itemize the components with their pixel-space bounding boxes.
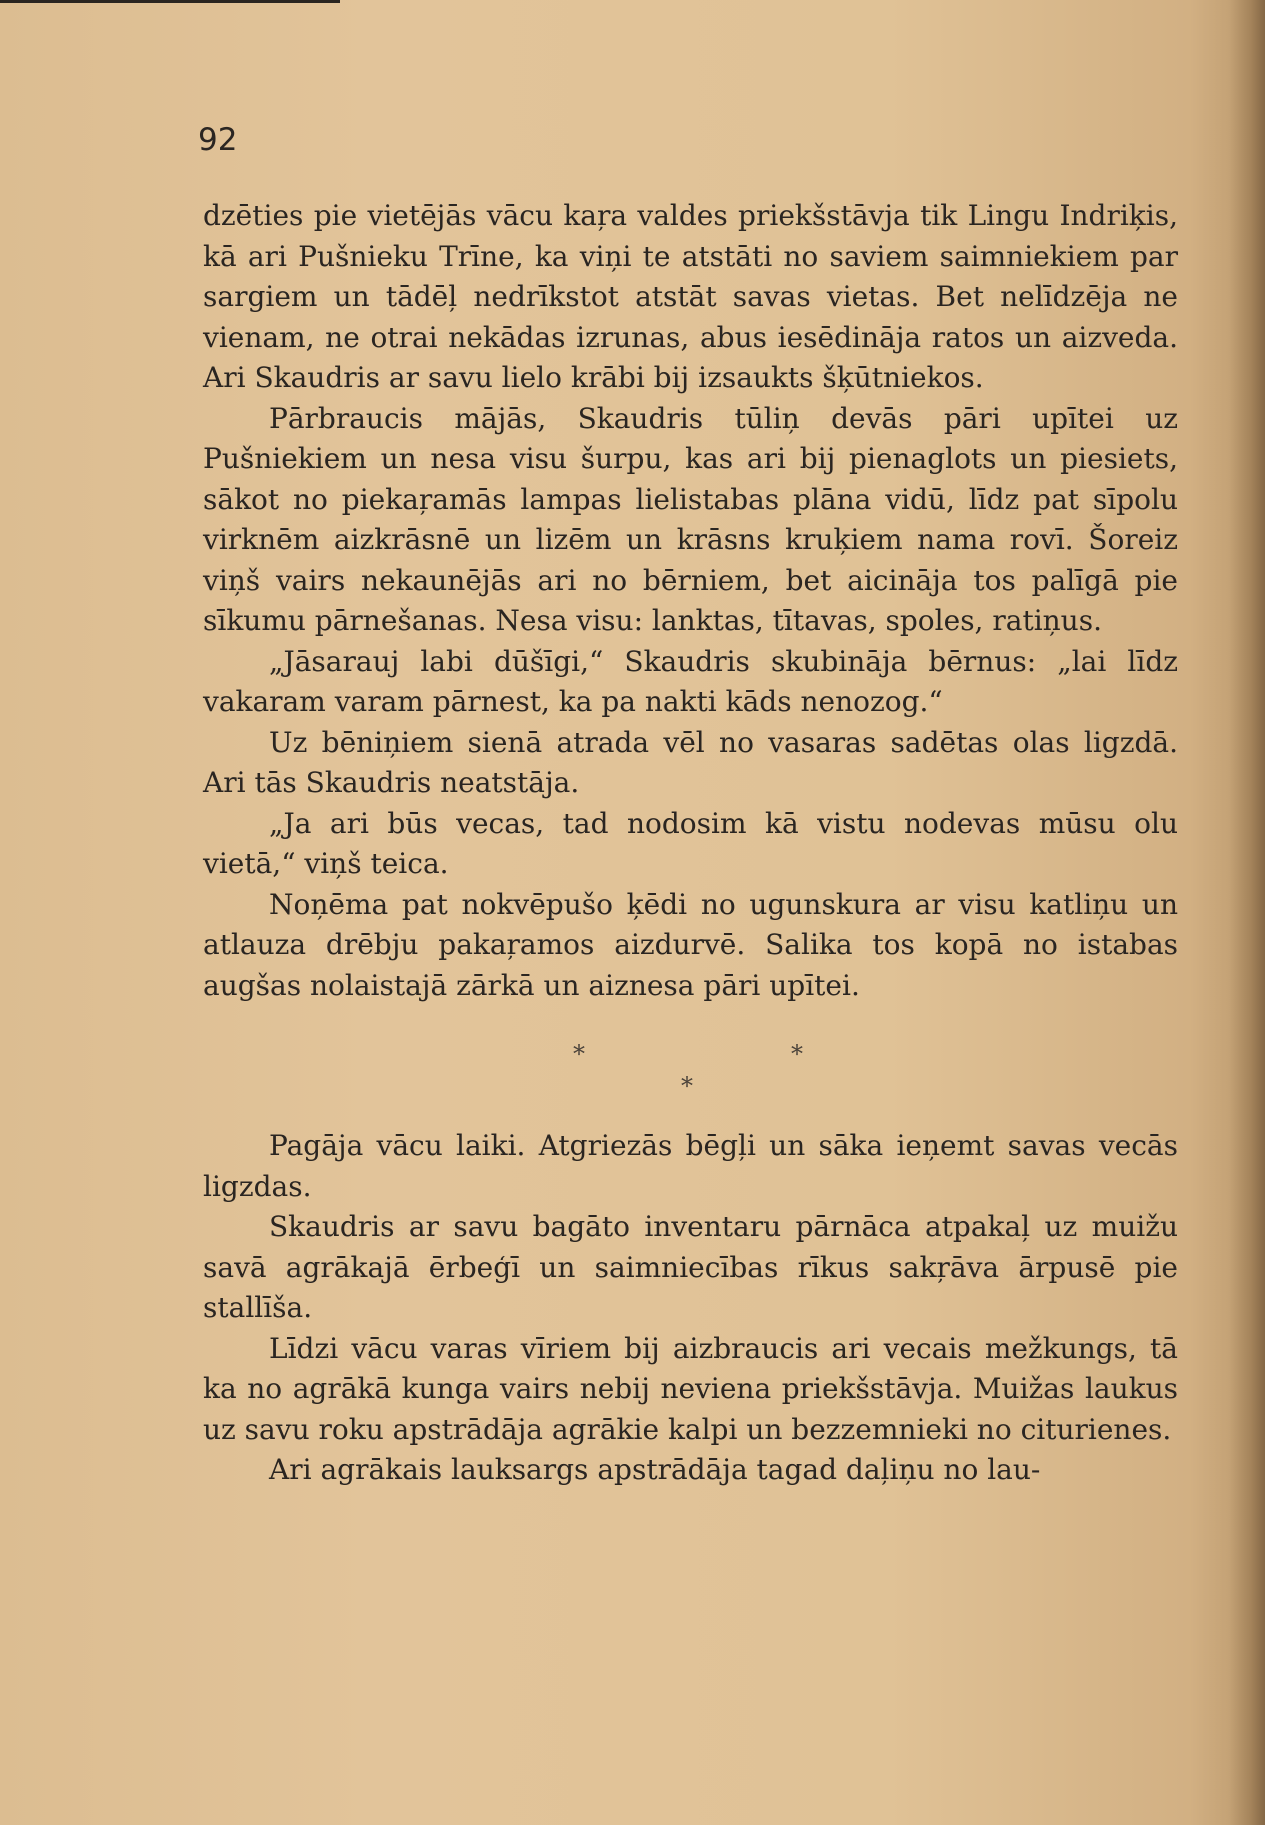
paragraph: Uz bēniņiem sienā atrada vēl no vasaras sadētas olas ligzdā. Ari tās Skaudris neatstāja. — [203, 725, 1178, 799]
paragraph: Noņēma pat nokvēpušo ķēdi no ugunskura ar visu katliņu un atlauza drēbju pakaŗamos aizdurvē. Salika tos kopā no istabas augšas nolaistajā zārkā un aiznesa pāri upītei. — [203, 887, 1178, 1002]
page-number: 92 — [198, 122, 238, 158]
paragraph: Pārbraucis mājās, Skaudris tūliņ devās pāri upītei uz Pušniekiem un nesa visu šurpu, kas ari bij pienaglots un piesiets, sākot no piekaŗamās lampas lielistabas plāna vidū, līdz pat sīpolu virknēm aizkrāsnē un lizēm un krāsns kruķiem nama rovī. Šoreiz viņš vairs nekaunējās ari no bērniem, bet aicināja tos palīgā pie sīkumu pārnešanas. Nesa visu: lanktas, tītavas, spoles, ratiņus. — [203, 401, 1178, 637]
paragraph: Ari agrākais lauksargs apstrādāja tagad daļiņu no lau- — [269, 1453, 1041, 1486]
paragraph: „Jāsarauj labi dūšīgi,“ Skaudris skubināja bērnus: „lai līdz vakaram varam pārnest, ka pa nakti kāds nenozog.“ — [203, 644, 1178, 718]
paragraph: Pagāja vācu laiki. Atgriezās bēgļi un sāka ieņemt savas vecās ligzdas. — [203, 1129, 1178, 1203]
paragraph: Skaudris ar savu bagāto inventaru pārnāca atpakaļ uz muižu savā agrākajā ērbeģī un saimniecības rīkus sakŗāva ārpusē pie stallīša. — [203, 1210, 1178, 1324]
page-fold-shadow — [1229, 0, 1265, 1825]
paragraph: „Ja ari būs vecas, tad nodosim kā vistu nodevas mūsu olu vietā,“ viņš teica. — [203, 806, 1178, 880]
body-text — [203, 196, 1178, 1491]
section-separator — [203, 1024, 1178, 1120]
top-rule — [0, 0, 340, 3]
paragraph: Līdzi vācu varas vīriem bij aizbraucis ari vecais mežkungs, tā ka no agrākā kunga vairs nebij neviena priekšstāvja. Muižas laukus uz savu roku apstrādāja agrākie kalpi un bezzemnieki no citurienes. — [203, 1331, 1178, 1446]
paragraph: dzēties pie vietējās vācu kaŗa valdes priekšstāvja tik Lingu Indriķis, kā ari Pušnieku Trīne, ka viņi te atstāti no saviem saimniekiem par sargiem un tādēļ nedrīkstot atstāt savas vietas. Bet nelīdzēja ne vienam, ne otrai nekādas izrunas, abus iesēdināja ratos un aizveda. Ari Skaudris ar savu lielo krābi bij izsaukts šķūtniekos. — [203, 199, 1178, 394]
asterisk: * — [573, 1040, 585, 1068]
asterisk: * — [791, 1040, 803, 1068]
asterisk: * — [681, 1072, 693, 1100]
